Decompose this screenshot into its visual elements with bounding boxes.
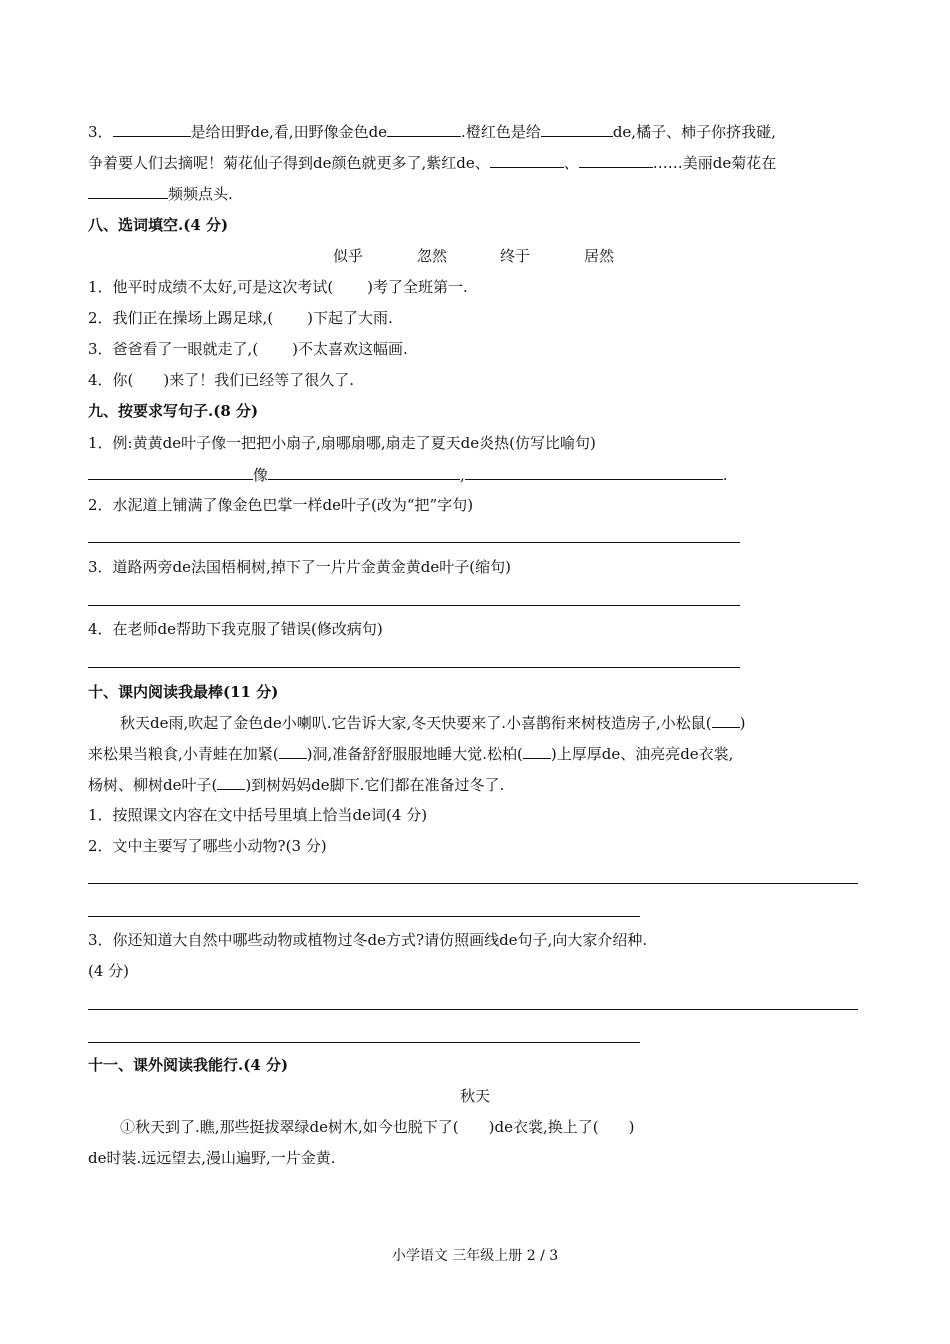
s8-q3-text-b: )不太喜欢这幅画. [292, 340, 408, 358]
s10-p1-text-b: ) [739, 714, 746, 732]
s8-question-2 [88, 308, 393, 328]
s9-question-1: 1．例:黄黄de叶子像一把把小扇子,扇哪扇哪,扇走了夏天de炎热(仿写比喻句) [88, 434, 596, 452]
s10-passage-line3 [88, 774, 504, 795]
s9-q1-comma: , [460, 466, 465, 484]
word-option: 终于 [500, 247, 531, 265]
s10-q2-answer-line-2[interactable] [88, 916, 640, 917]
s8-q2-text-b: )下起了大雨. [307, 309, 393, 327]
s11-p1-text-b: )de衣裳,换上了( [488, 1118, 599, 1136]
q7-3-text-g: 频频点头. [168, 185, 233, 203]
q7-3-text-b: .橙红色是给 [461, 123, 541, 141]
s8-q1-text-b: )考了全班第一. [367, 278, 468, 296]
s8-q2-text-a: 2．我们正在操场上踢足球,( [88, 309, 274, 327]
s11-p1-text-c: ) [628, 1118, 635, 1136]
s9-q3-answer-line[interactable] [88, 605, 740, 606]
s9-q1-period: . [722, 466, 728, 484]
answer-blank[interactable] [113, 121, 191, 137]
s10-q2-answer-line-1[interactable] [88, 883, 858, 884]
q7-3-text-a: 是给田野de,看,田野像金色de [190, 123, 388, 141]
s8-q3-text-a: 3．爸爸看了一眼就走了,( [88, 340, 259, 358]
s10-q3-score: (4 分) [88, 962, 130, 980]
s10-q3-answer-line-1[interactable] [88, 1009, 858, 1010]
s10-passage-line2 [88, 743, 733, 764]
answer-blank[interactable] [88, 183, 168, 199]
answer-blank[interactable] [279, 743, 307, 759]
section-11-heading [88, 1055, 288, 1075]
s8-question-4 [88, 370, 354, 390]
s8-question-3 [88, 339, 408, 359]
answer-blank[interactable] [490, 152, 564, 168]
q7-3-text-d: 争着要人们去摘呢！菊花仙子得到de颜色就更多了,紫红de、 [88, 154, 490, 172]
s9-question-4: 4．在老师de帮助下我克服了错误(修改病句) [88, 620, 383, 638]
q7-3-line2 [88, 152, 776, 173]
section-11-score: (4 分) [243, 1056, 289, 1074]
s8-q4-text-a: 4．你( [88, 371, 134, 389]
s10-question-2: 2．文中主要写了哪些小动物?(3 分) [88, 837, 327, 855]
answer-blank[interactable] [579, 152, 653, 168]
word-option: 似乎 [333, 247, 364, 265]
reading-title: 秋天 [459, 1087, 490, 1105]
answer-blank[interactable] [712, 712, 740, 728]
s10-p2-text-c: )上厚厚de、油亮亮de衣裳, [550, 745, 734, 763]
section-10-heading: 十、课内阅读我最棒(11 分) [88, 683, 279, 701]
word-option: 居然 [584, 247, 615, 265]
answer-blank[interactable] [268, 464, 460, 480]
s9-question-3: 3．道路两旁de法国梧桐树,掉下了一片片金黄金黄de叶子(缩句) [88, 558, 511, 576]
q7-3-number: 3． [88, 123, 113, 141]
answer-blank[interactable] [217, 774, 245, 790]
s9-question-2: 2．水泥道上铺满了像金色巴掌一样de叶子(改为“把”字句) [88, 496, 474, 514]
s10-passage-line1 [120, 712, 746, 733]
s8-q4-text-b: )来了！我们已经等了很久了. [163, 371, 355, 389]
s10-question-3: 3．你还知道大自然中哪些动物或植物过冬de方式?请仿照画线de句子,向大家介绍种. [88, 931, 648, 949]
s8-q1-text-a: 1．他平时成绩不太好,可是这次考试( [88, 278, 334, 296]
s11-p1-text-a: ①秋天到了.瞧,那些挺拔翠绿de树木,如今也脱下了( [120, 1118, 459, 1136]
s11-passage-line2: de时装.远远望去,漫山遍野,一片金黄. [88, 1149, 336, 1167]
section-8-heading: 八、选词填空.(4 分) [88, 216, 229, 234]
q7-3-text-e: 、 [563, 154, 579, 172]
answer-blank[interactable] [387, 121, 461, 137]
s8-question-1 [88, 277, 468, 297]
s11-passage-line1 [120, 1117, 634, 1137]
s10-p2-text-a: 来松果当粮食,小青蛙在加紧( [88, 745, 279, 763]
answer-blank[interactable] [541, 121, 613, 137]
s10-p1-text-a: 秋天de雨,吹起了金色de小喇叭.它告诉大家,冬天快要来了.小喜鹊衔来树枝造房子,小松鼠( [120, 714, 712, 732]
section-11-title: 十一、课外阅读我能行. [88, 1056, 244, 1074]
s9-q1-like-word: 像 [253, 466, 269, 484]
s10-question-1: 1．按照课文内容在文中括号里填上恰当de词(4 分) [88, 806, 428, 824]
s10-p3-text-b: )到树妈妈de脚下.它们都在准备过冬了. [245, 776, 505, 794]
q7-3-text-f: ……美丽de菊花在 [652, 154, 777, 172]
s9-q2-answer-line[interactable] [88, 542, 740, 543]
page-footer: 小学语文 三年级上册 2 / 3 [391, 1248, 559, 1264]
s10-p2-text-b: )洞,准备舒舒服服地睡大觉.松柏( [306, 745, 523, 763]
answer-blank[interactable] [465, 464, 723, 480]
s10-q3-answer-line-2[interactable] [88, 1042, 640, 1043]
s9-q4-answer-line[interactable] [88, 667, 740, 668]
s10-p3-text-a: 杨树、柳树de叶子( [88, 776, 218, 794]
q7-3-text-c: de,橘子、柿子你挤我碰, [612, 123, 776, 141]
q7-3-line3 [88, 183, 233, 204]
s9-q1-answer-line [88, 464, 728, 485]
section-9-heading: 九、按要求写句子.(8 分) [88, 402, 259, 420]
answer-blank[interactable] [523, 743, 551, 759]
q7-3-line1 [88, 121, 776, 142]
answer-blank[interactable] [88, 464, 253, 480]
word-option: 忽然 [417, 247, 448, 265]
